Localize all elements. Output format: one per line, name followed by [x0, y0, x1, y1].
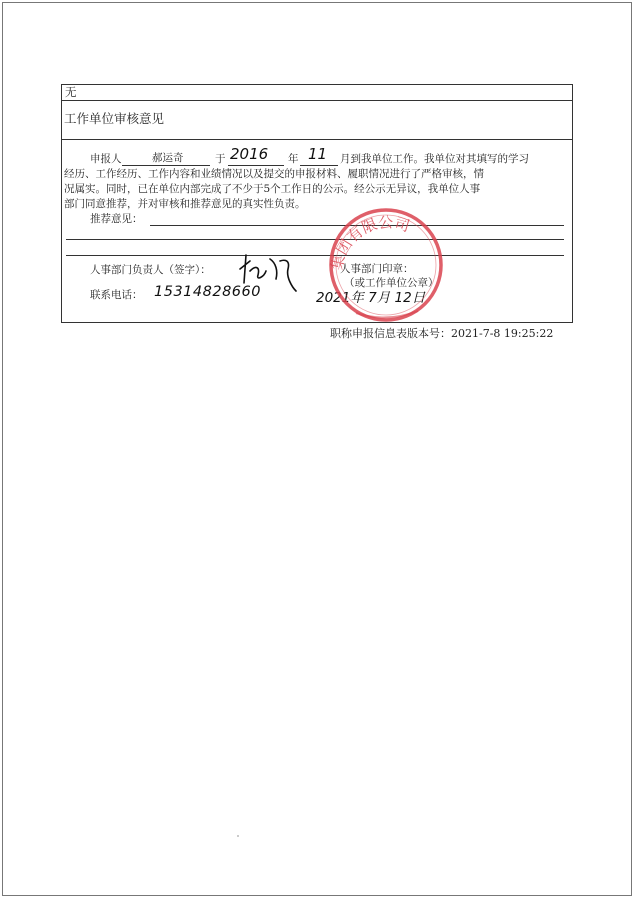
version-footer: 职称申报信息表版本号：2021-7-8 19:25:22 — [330, 327, 554, 340]
applicant-underline — [122, 165, 210, 166]
declaration-line4: 部门同意推荐，并对审核和推荐意见的真实性负责。 — [64, 198, 306, 210]
declaration-line2: 经历、工作经历、工作内容和业绩情况以及提交的申报材料、履职情况进行了严格审核，情 — [64, 168, 484, 180]
phone-handwritten: 15314828660 — [154, 284, 261, 300]
section-title: 工作单位审核意见 — [64, 111, 165, 126]
row-divider — [62, 139, 572, 140]
top-cell-text: 无 — [65, 85, 77, 99]
recommendation-label: 推荐意见： — [90, 213, 143, 225]
year-underline — [228, 165, 284, 166]
month-handwritten: 11 — [308, 145, 328, 163]
stamp-text — [328, 213, 412, 271]
scan-speck — [237, 835, 239, 837]
phone-label: 联系电话： — [90, 289, 143, 301]
recommendation-line — [66, 255, 564, 256]
applicant-name: 郝运奇 — [152, 152, 184, 164]
declaration-line3: 况属实。同时，已在单位内部完成了不少于5个工作日的公示。经公示无异议，我单位人事 — [64, 183, 481, 195]
hr-person-label: 人事部门负责人（签字）： — [90, 264, 211, 276]
review-table — [61, 84, 573, 323]
date-handwritten: 2021年 7月 12日 — [316, 290, 426, 306]
row-divider — [62, 100, 572, 101]
seal-label: 人事部门印章： — [340, 263, 414, 275]
applicant-label: 申报人 — [90, 153, 122, 165]
month-underline — [300, 165, 338, 166]
official-stamp — [326, 205, 446, 325]
yu-text: 于 — [215, 153, 226, 165]
recommendation-line — [66, 239, 564, 240]
seal-sub-label: （或工作单位公章） — [344, 277, 439, 289]
year-unit: 年 — [288, 153, 299, 165]
declaration-line1: 月到我单位工作。我单位对其填写的学习 — [340, 153, 529, 165]
stamp-text-path: 集团有限公司 — [327, 213, 412, 272]
year-handwritten: 2016 — [230, 145, 269, 163]
